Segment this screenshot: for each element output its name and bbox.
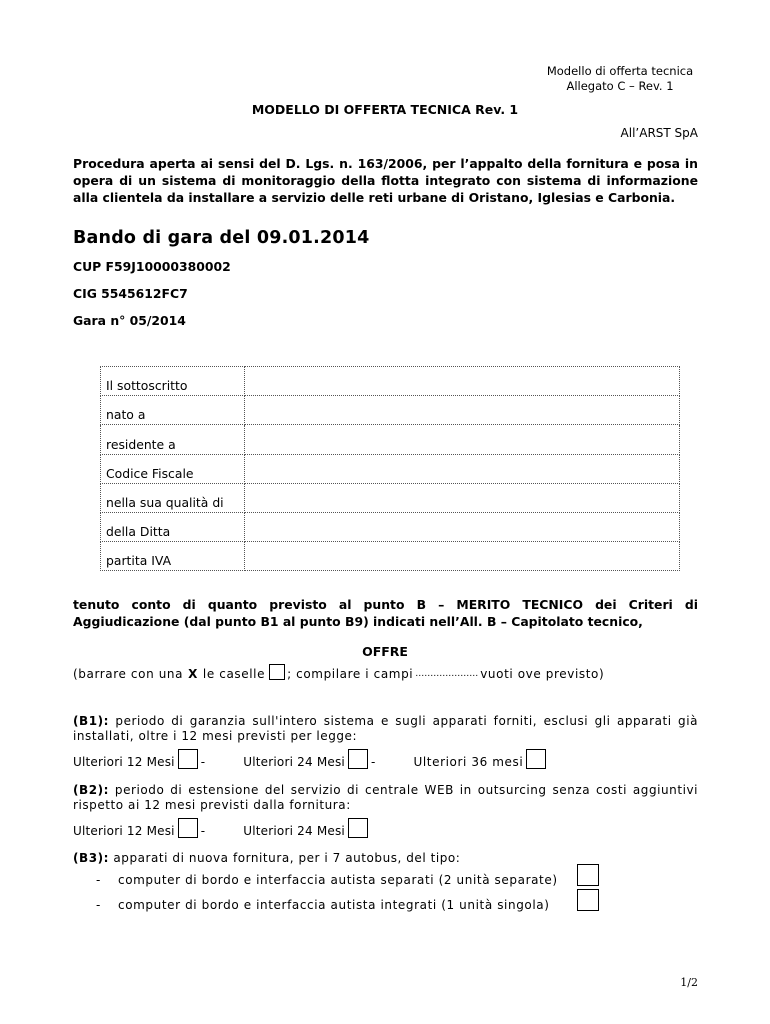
form-row — [101, 542, 680, 571]
b1-code: (B1): — [73, 714, 110, 728]
b3-item-integrated — [96, 898, 550, 912]
tenuto-conto-paragraph: tenuto conto di quanto previsto al punto B – MERITO TECNICO dei Criteri di Aggiudicazione (dal punto B1 al punto B9) indicati nell’All. B – Capitolato tecnico, — [73, 597, 698, 629]
bullet-dash: - — [96, 873, 101, 887]
form-label: partita IVA — [101, 542, 245, 571]
b3-item-integrated-label: computer di bordo e interfaccia autista integrati (1 unità singola) — [118, 898, 550, 912]
header-model-label: Modello di offerta tecnica — [546, 64, 694, 78]
b1-option-12-label: Ulteriori 12 Mesi — [73, 755, 175, 769]
instructions-dots: ………………… — [415, 669, 479, 679]
b3-checkbox-integrated[interactable] — [577, 889, 599, 911]
form-field-nato-a[interactable] — [245, 396, 680, 425]
instructions-text-1: (barrare con una — [73, 667, 184, 681]
b1-option-24-label: Ulteriori 24 Mesi — [243, 755, 345, 769]
cig-code: CIG 5545612FC7 — [73, 286, 188, 301]
form-row — [101, 425, 680, 454]
b2-code: (B2): — [73, 783, 110, 797]
form-field-residente-a[interactable] — [245, 425, 680, 454]
b3-checkbox-separated[interactable] — [577, 864, 599, 886]
b3-code: (B3): — [73, 851, 110, 865]
form-label: della Ditta — [101, 512, 245, 541]
b1-options — [73, 745, 549, 769]
form-field-ditta[interactable] — [245, 512, 680, 541]
b1-checkbox-12[interactable] — [178, 749, 198, 769]
b2-options — [73, 814, 371, 838]
instructions-text-3: ; compilare i campi — [287, 667, 414, 681]
instructions-text-4: vuoti ove previsto) — [480, 667, 605, 681]
document-title: MODELLO DI OFFERTA TECNICA Rev. 1 — [251, 102, 519, 117]
form-label: nella sua qualità di — [101, 483, 245, 512]
form-label: nato a — [101, 396, 245, 425]
separator: - — [370, 755, 376, 769]
recipient: All’ARST SpA — [620, 126, 698, 140]
form-label: residente a — [101, 425, 245, 454]
form-label: Codice Fiscale — [101, 454, 245, 483]
checkbox-sample-icon — [269, 664, 285, 680]
form-field-codice-fiscale[interactable] — [245, 454, 680, 483]
bullet-dash: - — [96, 898, 101, 912]
b1-text: periodo di garanzia sull'intero sistema e sugli apparati forniti, esclusi gli apparati già installati, oltre i 12 mesi previsti per legge: — [73, 714, 698, 743]
form-row — [101, 367, 680, 396]
form-row — [101, 483, 680, 512]
b1-checkbox-36[interactable] — [526, 749, 546, 769]
b2-checkbox-24[interactable] — [348, 818, 368, 838]
instructions-text-2: le caselle — [202, 667, 266, 681]
b2-option-24-label: Ulteriori 24 Mesi — [243, 824, 345, 838]
b1-checkbox-24[interactable] — [348, 749, 368, 769]
offre-heading: OFFRE — [362, 644, 408, 659]
b3-item-separated-label: computer di bordo e interfaccia autista separati (2 unità separate) — [118, 873, 558, 887]
b2-text: periodo di estensione del servizio di centrale WEB in outsurcing senza costi aggiuntivi rispetto ai 12 mesi previsti dalla fornitura: — [73, 783, 698, 812]
bando-heading: Bando di gara del 09.01.2014 — [73, 228, 370, 248]
b3-description — [73, 851, 698, 866]
b3-item-separated — [96, 873, 558, 887]
procedure-description: Procedura aperta ai sensi del D. Lgs. n. 163/2006, per l’appalto della fornitura e posa in opera di un sistema di monitoraggio della flotta integrato con sistema di informazione alla clientela da installare a servizio delle reti urbane di Oristano, Iglesias e Carbonia. — [73, 156, 698, 205]
form-row — [101, 512, 680, 541]
gara-number: Gara n° 05/2014 — [73, 313, 186, 328]
form-row — [101, 454, 680, 483]
b3-text: apparati di nuova fornitura, per i 7 autobus, del tipo: — [109, 851, 461, 865]
form-label: Il sottoscritto — [101, 367, 245, 396]
b1-description — [73, 714, 698, 744]
instructions-x: X — [188, 667, 198, 681]
header-attachment-label: Allegato C – Rev. 1 — [566, 79, 674, 93]
b1-option-36-label: Ulteriori 36 mesi — [413, 755, 524, 769]
form-row — [101, 396, 680, 425]
b2-description — [73, 783, 698, 813]
form-field-qualita[interactable] — [245, 483, 680, 512]
form-field-partita-iva[interactable] — [245, 542, 680, 571]
instructions-line — [73, 664, 604, 681]
b2-option-12-label: Ulteriori 12 Mesi — [73, 824, 175, 838]
separator: - — [200, 824, 206, 838]
signatory-form-table — [100, 366, 680, 571]
b2-checkbox-12[interactable] — [178, 818, 198, 838]
separator: - — [200, 755, 206, 769]
cup-code: CUP F59J10000380002 — [73, 259, 231, 274]
page-number: 1/2 — [680, 976, 698, 989]
form-field-sottoscritto[interactable] — [245, 367, 680, 396]
